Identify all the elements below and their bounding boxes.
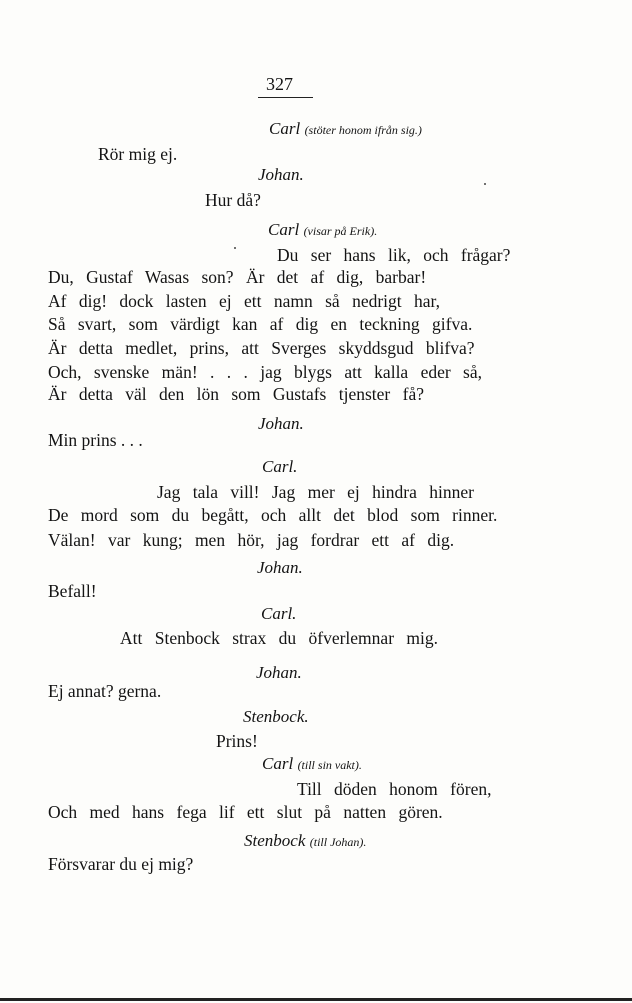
verse-line: Du, Gustaf Wasas son? Är det af dig, barbar! bbox=[48, 267, 427, 287]
speaker-name: Carl. bbox=[261, 604, 297, 623]
verse-line: Rör mig ej. bbox=[98, 144, 178, 164]
verse-line: Min prins . . . bbox=[48, 430, 143, 450]
verse-line: Välan! var kung; men hör, jag fordrar ett af dig. bbox=[48, 530, 455, 550]
stage-direction: (visar på Erik). bbox=[303, 224, 378, 238]
verse-line: Jag tala vill! Jag mer ej hindra hinner bbox=[157, 482, 474, 502]
verse-line: Af dig! dock lasten ej ett namn så nedrigt har, bbox=[48, 291, 441, 311]
page-number-rule bbox=[258, 97, 313, 98]
speaker-heading bbox=[243, 706, 309, 727]
speaker-name: Carl. bbox=[262, 457, 298, 476]
verse-line: Och, svenske män! . . . jag blygs att kalla eder så, bbox=[48, 362, 483, 382]
speaker-heading bbox=[256, 662, 302, 683]
verse-line: De mord som du begått, och allt det blod som rinner. bbox=[48, 505, 498, 525]
speaker-name: Johan. bbox=[257, 558, 303, 577]
stage-direction: (stöter honom ifrån sig.) bbox=[304, 123, 422, 137]
stage-direction: (till sin vakt). bbox=[297, 758, 362, 772]
speaker-heading bbox=[258, 413, 304, 434]
speck bbox=[234, 247, 236, 249]
speaker-heading bbox=[268, 219, 377, 241]
verse-line: Ej annat? gerna. bbox=[48, 681, 162, 701]
bottom-rule bbox=[0, 998, 632, 1001]
verse-line: Befall! bbox=[48, 581, 97, 601]
verse-line: Hur då? bbox=[205, 190, 261, 210]
verse-line: Är detta väl den lön som Gustafs tjenster få? bbox=[48, 384, 424, 404]
stage-direction: (till Johan). bbox=[309, 835, 367, 849]
verse-line: Försvarar du ej mig? bbox=[48, 854, 194, 874]
verse-line: Till döden honom fören, bbox=[297, 779, 492, 799]
verse-line: Och med hans fega lif ett slut på natten gören. bbox=[48, 802, 443, 822]
speaker-heading bbox=[244, 830, 366, 852]
speaker-heading bbox=[257, 557, 303, 578]
speaker-name: Johan. bbox=[258, 165, 304, 184]
speaker-heading bbox=[261, 603, 296, 624]
speaker-name: Stenbock bbox=[244, 831, 306, 850]
verse-line: Är detta medlet, prins, att Sverges skyddsgud blifva? bbox=[48, 338, 475, 358]
speaker-heading bbox=[258, 164, 304, 185]
verse-line: Prins! bbox=[216, 731, 258, 751]
page-number: 327 bbox=[266, 74, 293, 94]
speaker-name: Johan. bbox=[258, 414, 304, 433]
speaker-name: Carl bbox=[269, 119, 301, 138]
speaker-heading bbox=[262, 753, 362, 775]
speaker-name: Stenbock. bbox=[243, 707, 309, 726]
verse-line: Så svart, som värdigt kan af dig en teckning gifva. bbox=[48, 314, 473, 334]
verse-line: Att Stenbock strax du öfverlemnar mig. bbox=[120, 628, 438, 648]
verse-line: Du ser hans lik, och frågar? bbox=[277, 245, 511, 265]
speaker-name: Carl bbox=[262, 754, 294, 773]
speck bbox=[484, 183, 486, 185]
speaker-name: Carl bbox=[268, 220, 300, 239]
speaker-heading bbox=[262, 456, 297, 477]
speaker-name: Johan. bbox=[256, 663, 302, 682]
speaker-heading bbox=[269, 118, 422, 140]
